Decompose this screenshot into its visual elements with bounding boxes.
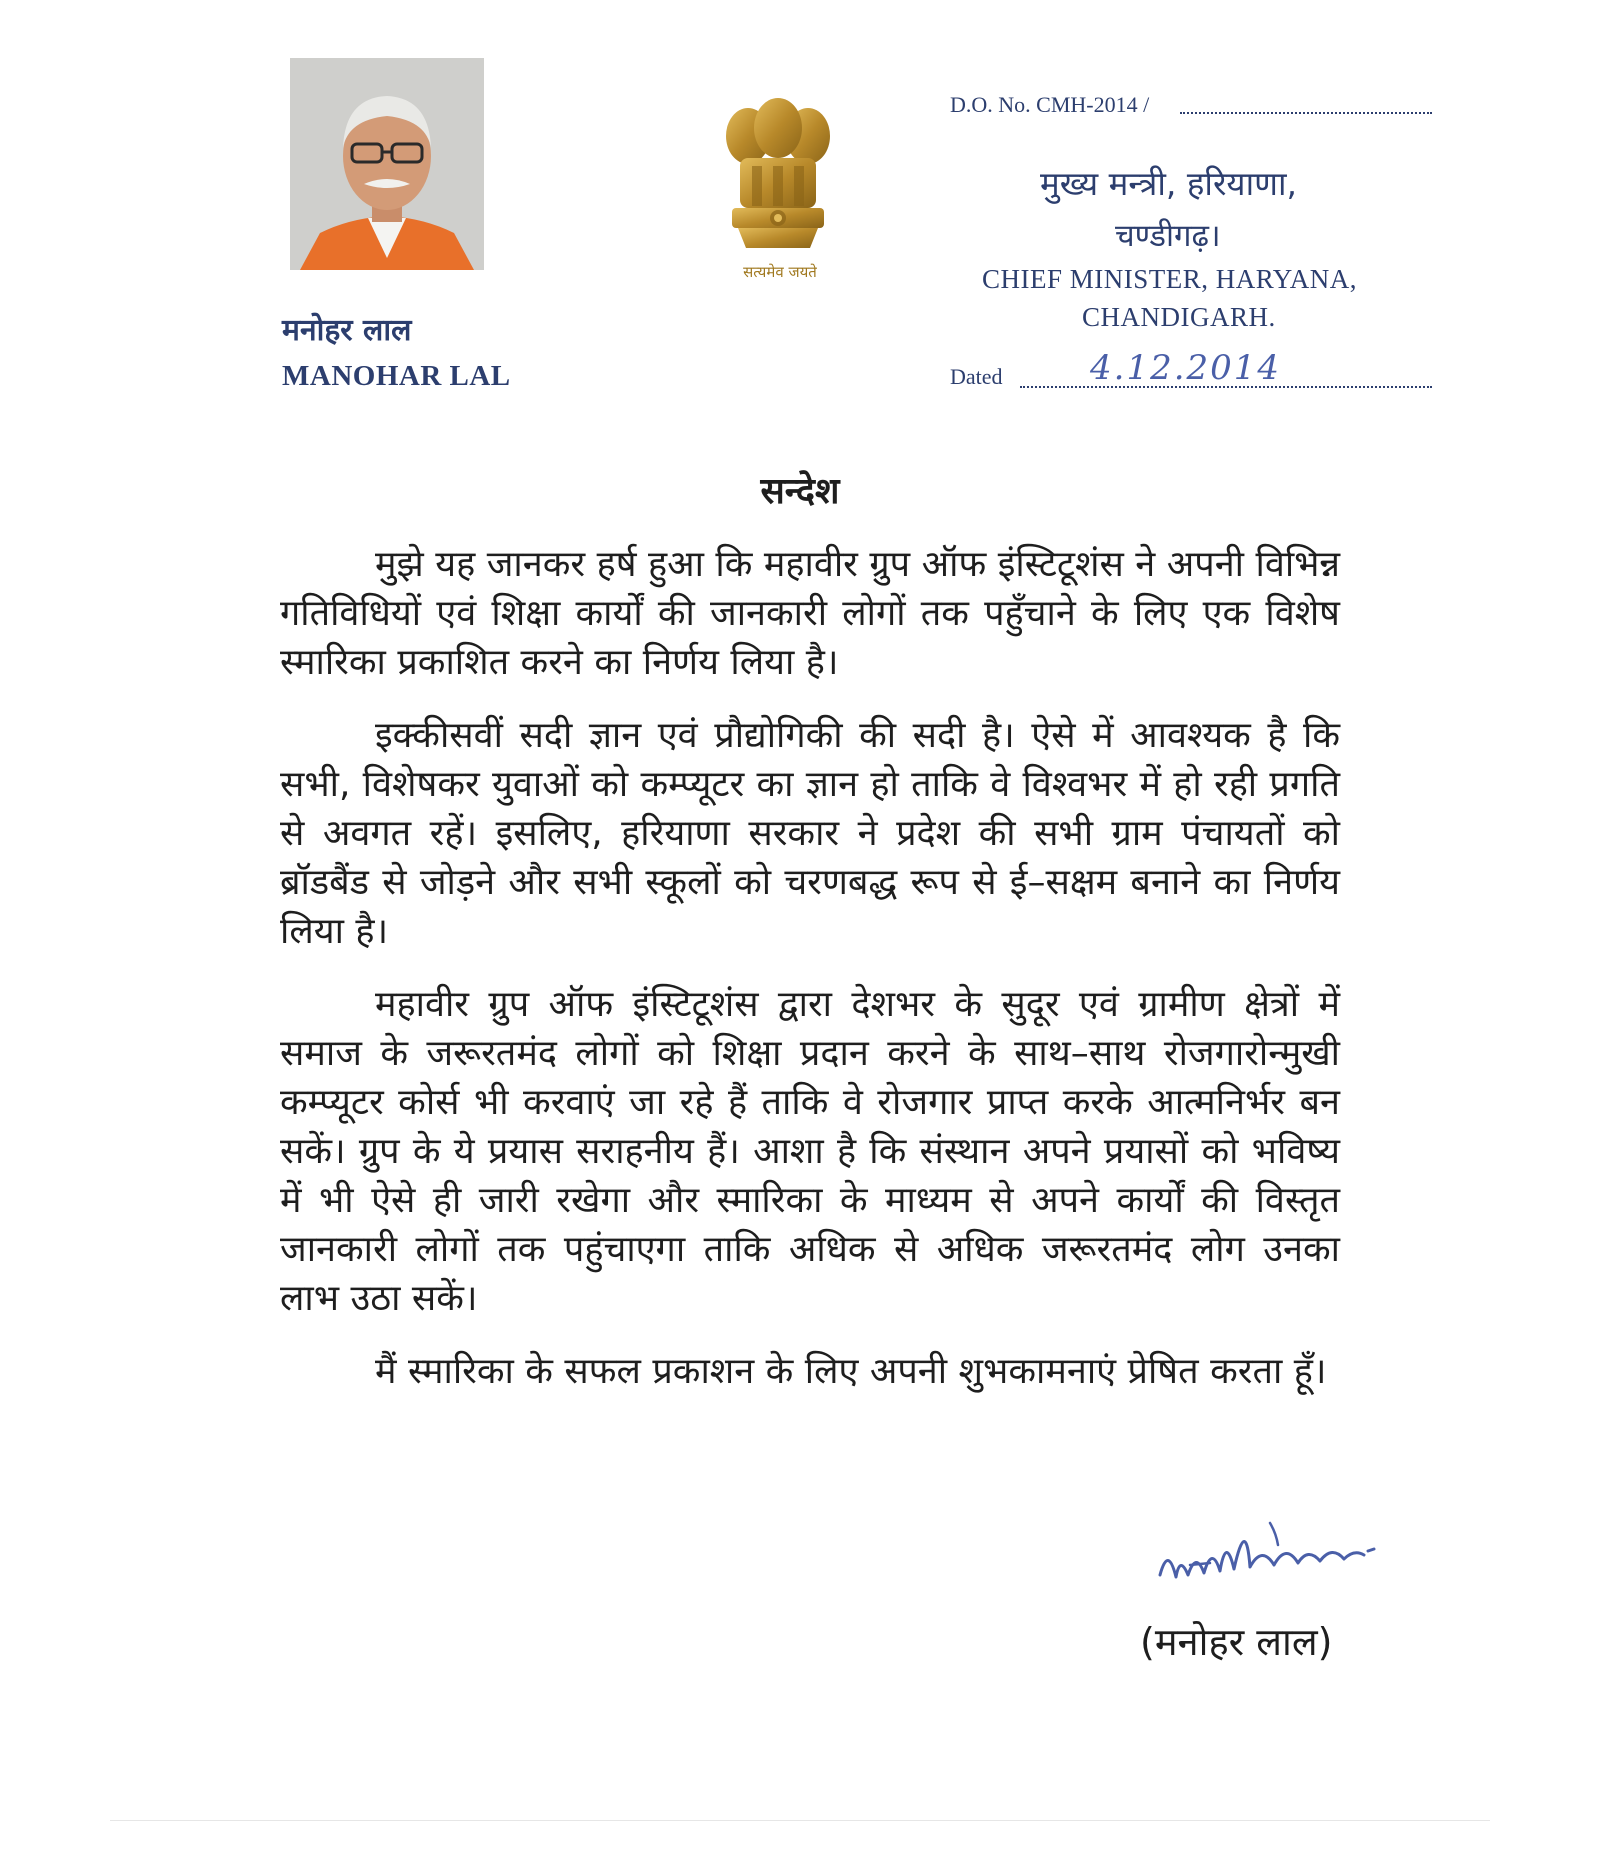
message-paragraph: इक्कीसवीं सदी ज्ञान एवं प्रौद्योगिकी की सदी है। ऐसे में आवश्यक है कि सभी, विशेषकर युवाओं को कम्प्यूटर का ज्ञान हो ताकि वे विश्वभर में हो रही प्रगति से अवगत रहें। इसलिए, हरियाणा सरकार ने प्रदेश की सभी ग्राम पंचायतों को ब्रॉडबैंड से जोड़ने और सभी स्कूलों को चरणबद्ध रूप से ई–सक्षम बनाने का निर्णय लिया है। — [280, 715, 1340, 952]
portrait-photo — [290, 58, 484, 270]
page-edge-divider — [110, 1820, 1490, 1821]
office-title-hindi-line2: चण्डीगढ़। — [1115, 218, 1221, 254]
office-title-hindi-line1: मुख्य मन्त्री, हरियाणा, — [1040, 164, 1298, 203]
handwritten-signature — [1150, 1505, 1380, 1605]
message-heading: सन्देश — [760, 471, 840, 512]
state-emblem-icon — [718, 96, 838, 266]
emblem-motto: सत्यमेव जयते — [743, 263, 817, 281]
do-number-dotted-line — [1180, 112, 1432, 114]
office-title-english-line2: CHANDIGARH. — [1082, 302, 1276, 332]
office-title-english-line1: CHIEF MINISTER, HARYANA, — [982, 264, 1358, 294]
handwritten-date: 4.12.2014 — [1090, 348, 1282, 388]
sender-name-hindi: मनोहर लाल — [282, 313, 412, 348]
signatory-name: (मनोहर लाल) — [1140, 1620, 1333, 1664]
dated-label: Dated — [950, 364, 1003, 389]
message-paragraph: महावीर ग्रुप ऑफ इंस्टिटूशंस द्वारा देशभर के सुदूर एवं ग्रामीण क्षेत्रों में समाज के जरूरतमंद लोगों को शिक्षा प्रदान करने के साथ–साथ रोजगारोन्मुखी कम्प्यूटर कोर्स भी करवाएं जा रहे हैं ताकि वे रोजगार प्राप्त करके आत्मनिर्भर बन सकें। ग्रुप के ये प्रयास सराहनीय हैं। आशा है कि संस्थान अपने प्रयासों को भविष्य में भी ऐसे ही जारी रखेगा और स्मारिका के माध्यम से अपने कार्यों की विस्तृत जानकारी लोगों तक पहुंचाएगा ताकि अधिक से अधिक जरूरतमंद लोग उनका लाभ उठा सकें। — [280, 984, 1340, 1319]
message-paragraph: मैं स्मारिका के सफल प्रकाशन के लिए अपनी शुभकामनाएं प्रेषित करता हूँ। — [375, 1351, 1327, 1392]
sender-name-english: MANOHAR LAL — [282, 360, 511, 392]
message-body — [280, 540, 1340, 1420]
message-paragraph: मुझे यह जानकर हर्ष हुआ कि महावीर ग्रुप ऑफ इंस्टिटूशंस ने अपनी विभिन्न गतिविधियों एवं शिक्षा कार्यों की जानकारी लोगों तक पहुँचाने के लिए एक विशेष स्मारिका प्रकाशित करने का निर्णय लिया है। — [280, 544, 1340, 683]
do-number-label: D.O. No. CMH-2014 / — [950, 92, 1150, 117]
